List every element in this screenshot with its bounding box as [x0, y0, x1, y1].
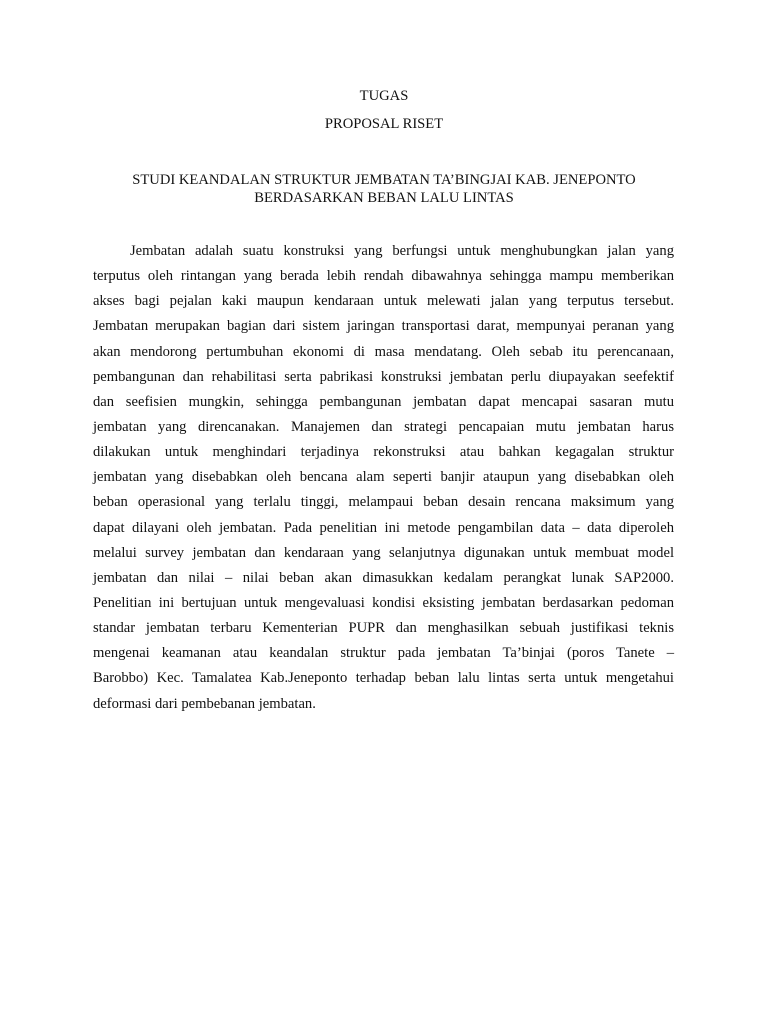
research-title-line-1: STUDI KEANDALAN STRUKTUR JEMBATAN TA’BINGJAI KAB. JENEPONTO: [132, 172, 636, 188]
abstract-line: melalui survey jembatan dan kendaraan yang selanjutnya digunakan untuk membuat model: [93, 544, 674, 561]
abstract-line: beban operasional yang terlalu tinggi, melampaui beban desain rencana maksimum yang: [93, 494, 674, 511]
abstract-line: Penelitian ini bertujuan untuk mengevaluasi kondisi eksisting jembatan berdasarkan pedoman: [93, 594, 674, 611]
abstract-paragraph: [93, 242, 674, 720]
abstract-line: dan seefisien mungkin, sehingga pembangunan jembatan dapat mencapai sasaran mutu: [93, 393, 674, 410]
abstract-line: mengenai keamanan atau keandalan struktur pada jembatan Ta’binjai (poros Tanete –: [93, 645, 674, 662]
abstract-line: pembangunan dan rehabilitasi serta pabrikasi konstruksi jembatan perlu diupayakan seefektif: [93, 368, 674, 385]
abstract-line: Jembatan adalah suatu konstruksi yang berfungsi untuk menghubungkan jalan yang: [130, 243, 674, 259]
abstract-line: jembatan yang disebabkan oleh bencana alam seperti banjir ataupun yang disebabkan oleh: [93, 469, 674, 486]
research-title-line-2: BERDASARKAN BEBAN LALU LINTAS: [254, 190, 514, 206]
abstract-line: akan mendorong pertumbuhan ekonomi di masa mendatang. Oleh sebab itu perencanaan,: [93, 343, 674, 360]
abstract-line: akses bagi pejalan kaki maupun kendaraan untuk melewati jalan yang terputus tersebut.: [93, 293, 674, 310]
abstract-line: dilakukan untuk menghindari terjadinya rekonstruksi atau bahkan kegagalan struktur: [93, 444, 674, 461]
abstract-line: deformasi dari pembebanan jembatan.: [93, 695, 316, 712]
abstract-line: terputus oleh rintangan yang berada lebih rendah dibawahnya sehingga mampu memberikan: [93, 268, 674, 285]
document-label: TUGAS: [359, 88, 409, 104]
abstract-line: jembatan dan nilai – nilai beban akan dimasukkan kedalam perangkat lunak SAP2000.: [93, 569, 674, 586]
abstract-line: standar jembatan terbaru Kementerian PUPR dan menghasilkan sebuah justifikasi teknis: [93, 620, 674, 637]
abstract-line: Jembatan merupakan bagian dari sistem jaringan transportasi darat, mempunyai peranan yang: [93, 318, 674, 335]
abstract-line: jembatan yang direncanakan. Manajemen dan strategi pencapaian mutu jembatan harus: [93, 418, 674, 435]
abstract-line: Barobbo) Kec. Tamalatea Kab.Jeneponto terhadap beban lalu lintas serta untuk mengetahui: [93, 670, 674, 687]
abstract-line: dapat dilayani oleh jembatan. Pada penelitian ini metode pengambilan data – data diperoleh: [93, 519, 674, 536]
document-subtitle: PROPOSAL RISET: [324, 116, 444, 132]
